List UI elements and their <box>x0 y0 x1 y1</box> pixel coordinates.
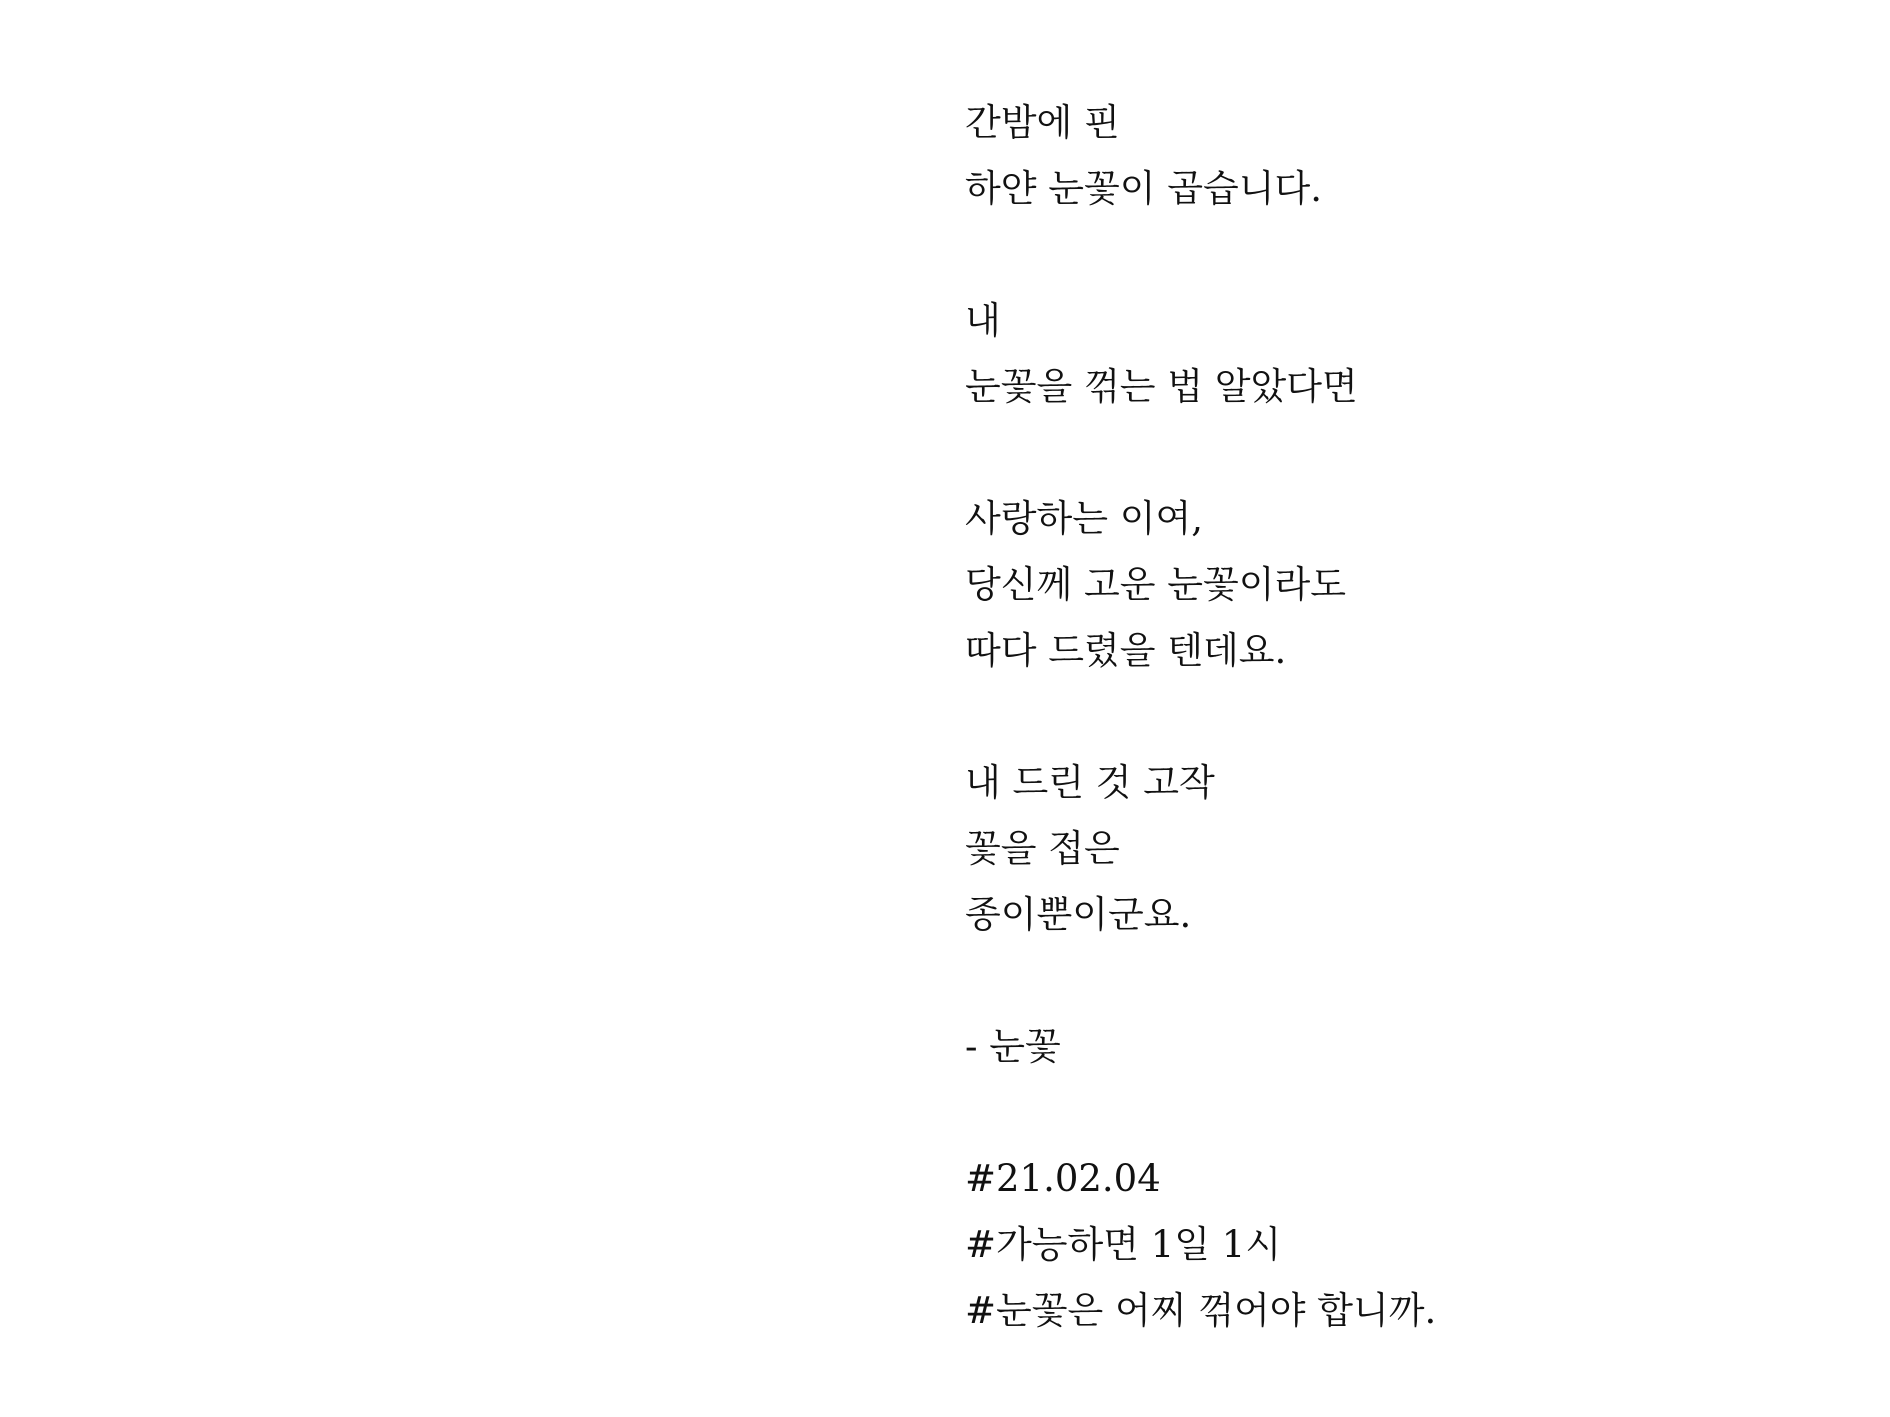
poem-line: 종이뿐이군요. <box>965 893 1192 936</box>
stanza-2 <box>965 288 1865 420</box>
poem-line: 내 드린 것 고작 <box>965 761 1215 804</box>
poem-line: 하얀 눈꽃이 곱습니다. <box>965 167 1322 210</box>
poem-line: 당신께 고운 눈꽃이라도 <box>965 563 1346 606</box>
hashtag-line: #눈꽃은 어찌 꺾어야 합니까. <box>965 1289 1437 1332</box>
poem-line: 꽃을 접은 <box>965 827 1120 870</box>
hashtag-line: #21.02.04 <box>965 1157 1161 1200</box>
poem-line: 내 <box>965 299 1001 342</box>
poem-title-signature <box>965 1014 1865 1080</box>
stanza-3 <box>965 486 1865 684</box>
hashtag-block <box>965 1146 1865 1344</box>
stanza-4 <box>965 750 1865 948</box>
poem-title-line: - 눈꽃 <box>965 1025 1061 1068</box>
stanza-1 <box>965 90 1865 222</box>
poem-text <box>965 90 1865 1344</box>
poem-line: 눈꽃을 꺾는 법 알았다면 <box>965 365 1358 408</box>
poem-line: 간밤에 핀 <box>965 101 1120 144</box>
hashtag-line: #가능하면 1일 1시 <box>965 1223 1282 1266</box>
poem-line: 사랑하는 이여, <box>965 497 1203 540</box>
poem-line: 따다 드렸을 텐데요. <box>965 629 1287 672</box>
